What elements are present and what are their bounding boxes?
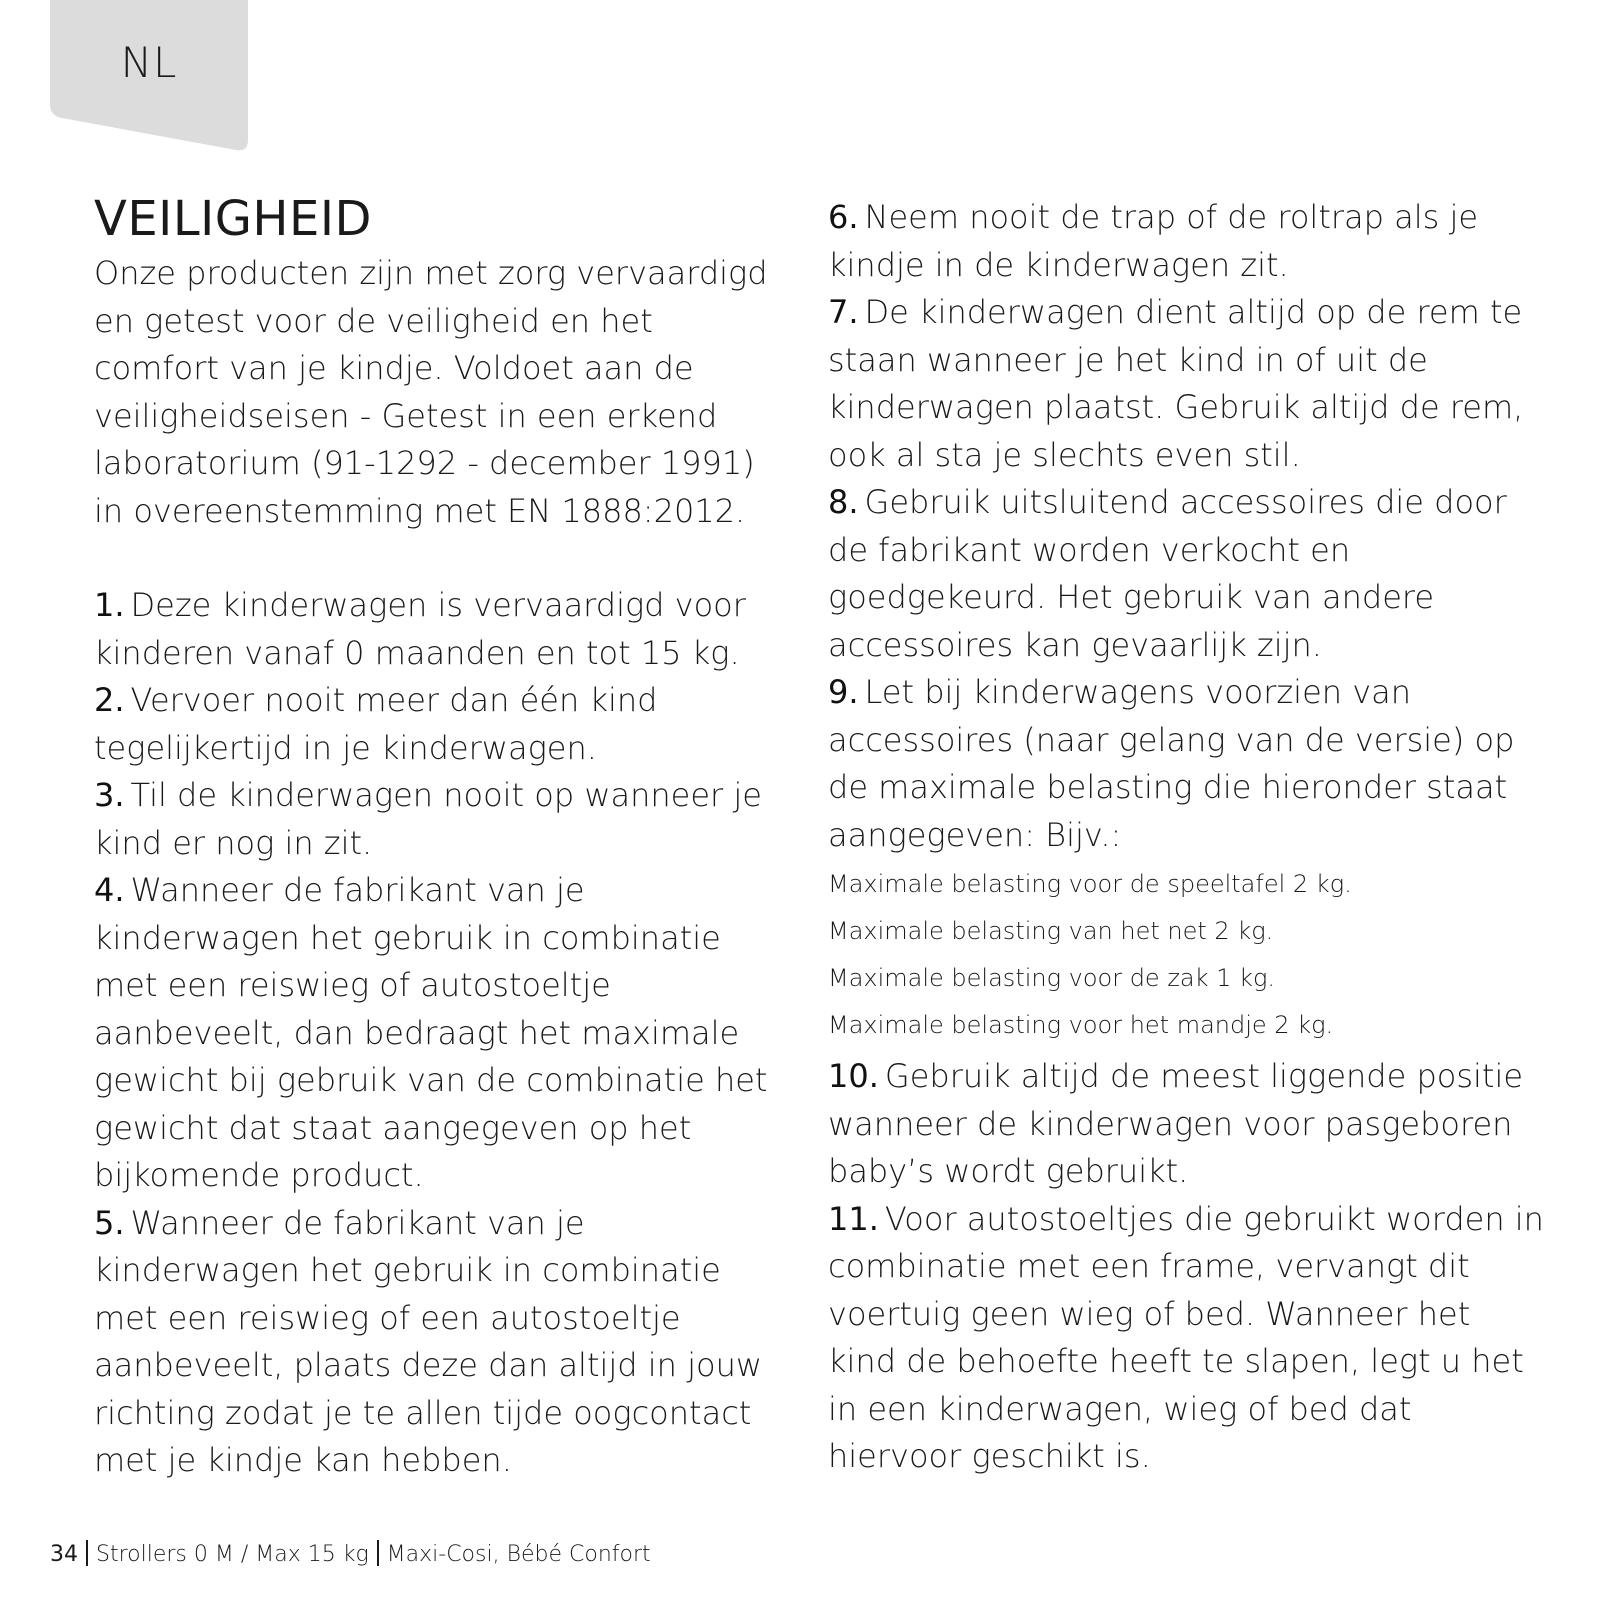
item-number: 1.	[94, 586, 125, 624]
load-limit-item: Maximale belasting voor het mandje 2 kg.	[828, 1011, 1334, 1039]
item-number: 7.	[828, 293, 859, 331]
item-number: 3.	[94, 776, 125, 814]
load-limit-item: Maximale belasting van het net 2 kg.	[828, 917, 1274, 945]
item-text: Vervoer nooit meer dan één kind tegelijkertijd in je kinderwagen.	[94, 681, 658, 767]
footer-divider	[377, 1540, 379, 1566]
load-limit-item: Maximale belasting voor de speeltafel 2 kg.	[828, 870, 1352, 898]
safety-item-11	[828, 1196, 1548, 1481]
item-number: 11.	[828, 1199, 879, 1238]
safety-item-1	[94, 582, 784, 677]
footer-product: Strollers 0 M / Max 15 kg	[96, 1542, 369, 1567]
language-tab-label: NL	[120, 38, 178, 87]
load-limit-item: Maximale belasting voor de zak 1 kg.	[828, 964, 1275, 992]
item-number: 5.	[94, 1203, 125, 1242]
item-text: Gebruik uitsluitend accessoires die door de fabrikant worden verkocht en goedgekeurd. Het gebruik van andere accessoires kan gevaarlijk zijn.	[828, 483, 1507, 664]
safety-item-8	[828, 479, 1548, 669]
item-number: 2.	[94, 681, 125, 719]
safety-item-10	[828, 1053, 1548, 1196]
intro-paragraph: Onze producten zijn met zorg vervaardigd en getest voor de veiligheid en het comfort van je kindje. Voldoet aan de veiligheidseisen - Getest in een erkend laboratorium (91-1292 - december 1991) in overeenstemming met EN 1888:2012.	[94, 254, 768, 530]
footer-brands: Maxi-Cosi, Bébé Confort	[386, 1542, 651, 1567]
load-limits-list	[828, 861, 1548, 1049]
item-text: Wanneer de fabrikant van je kinderwagen het gebruik in combinatie met een reiswieg of autostoeltje aanbeveelt, dan bedraagt het maximale gewicht bij gebruik van de combinatie het gewicht dat staat aangegeven op het bijkomende product.	[94, 871, 768, 1194]
item-text: Deze kinderwagen is vervaardigd voor kinderen vanaf 0 maanden en tot 15 kg.	[94, 586, 746, 672]
item-text: Let bij kinderwagens voorzien van accessoires (naar gelang van de versie) op de maximale belasting die hieronder staat aangegeven: Bijv.:	[828, 673, 1515, 854]
item-text: Wanneer de fabrikant van je kinderwagen het gebruik in combinatie met een reiswieg of een autostoeltje aanbeveelt, plaats deze dan altijd in jouw richting zodat je te allen tijde oogcontact met je kindje kan hebben.	[94, 1203, 763, 1479]
item-text: Til de kinderwagen nooit op wanneer je kind er nog in zit.	[94, 776, 762, 862]
safety-item-2	[94, 677, 784, 772]
safety-item-3	[94, 772, 784, 867]
safety-item-5	[94, 1200, 784, 1485]
item-number: 9.	[828, 673, 859, 711]
safety-item-7	[828, 289, 1548, 479]
item-number: 10.	[828, 1057, 879, 1095]
item-number: 8.	[828, 483, 859, 521]
footer-divider	[86, 1540, 88, 1566]
safety-item-6	[828, 194, 1548, 289]
page-footer	[50, 1540, 651, 1567]
page-number: 34	[50, 1542, 78, 1567]
item-text: Neem nooit de trap of de roltrap als je kindje in de kinderwagen zit.	[828, 198, 1479, 284]
item-text: De kinderwagen dient altijd op de rem te staan wanneer je het kind in of uit de kinderwagen plaatst. Gebruik altijd de rem, ook al sta je slechts even stil.	[828, 293, 1524, 474]
page-title: VEILIGHEID	[94, 191, 372, 247]
safety-item-4	[94, 867, 784, 1200]
item-number: 4.	[94, 871, 125, 909]
item-number: 6.	[828, 198, 859, 236]
left-column	[94, 192, 784, 1485]
language-tab	[50, 0, 248, 152]
item-text: Gebruik altijd de meest liggende positie wanneer de kinderwagen voor pasgeboren baby’s wordt gebruikt.	[828, 1057, 1524, 1190]
safety-item-9	[828, 669, 1548, 859]
item-text: Voor autostoeltjes die gebruikt worden in combinatie met een frame, vervangt dit voertuig geen wieg of bed. Wanneer het kind de behoefte heeft te slapen, legt u het in een kinderwagen, wieg of bed dat hiervoor geschikt is.	[828, 1199, 1544, 1475]
right-column	[828, 194, 1548, 1481]
